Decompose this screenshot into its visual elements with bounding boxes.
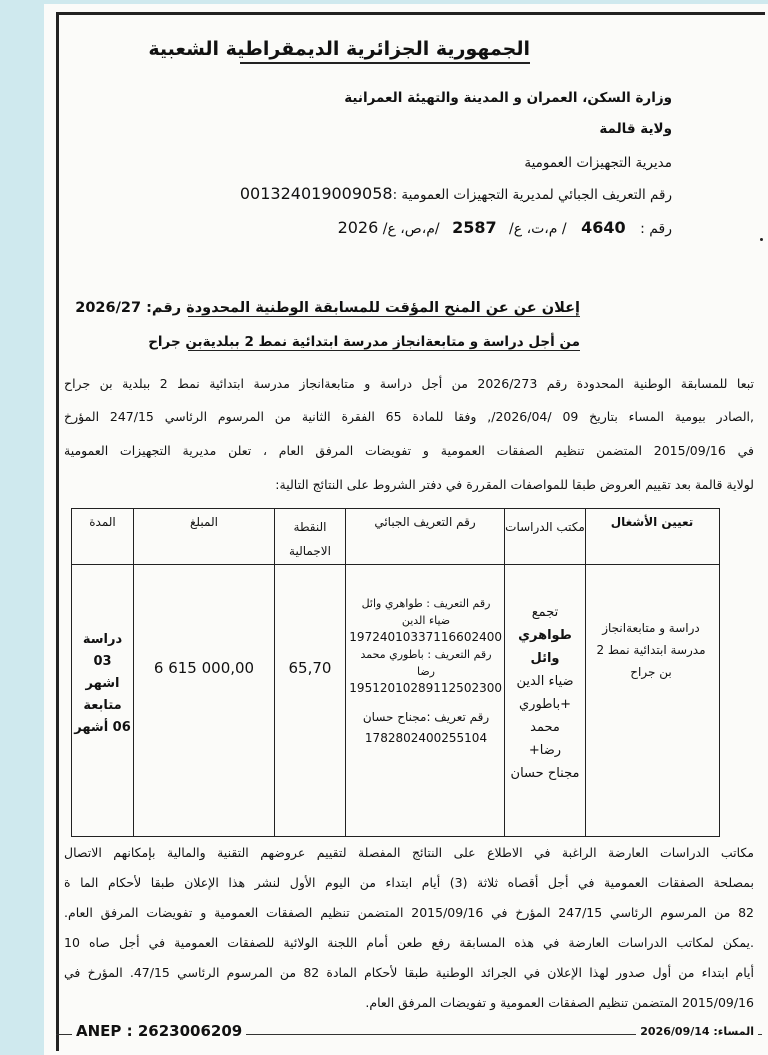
row-fiscal: رقم التعريف : طواهري وائل ضياء الدين 19724010337116602400 رقم التعريف : باطوري محمد رضا 19512010289112502300 رقم تعريف :مجناح حسان 1782802400255104 (349, 597, 502, 745)
intro-line-4: لولاية قالمة بعد تقييم العروض طبقا للمواصفات المقررة في دفتر الشروط على النتائج التالية: (275, 477, 754, 492)
ref-num2: 2587 (452, 218, 497, 237)
ref-sep1: / م،ت، ع/ (509, 221, 567, 237)
fiscal-id-line (0, 184, 672, 203)
ref-num1: 4640 (581, 218, 626, 237)
scan-speck (760, 238, 763, 241)
wilaya-line: ولاية قالمة (599, 121, 672, 137)
reference-line (0, 218, 672, 237)
header-amount: المبلغ (190, 515, 218, 529)
closing-line-5: أيام ابتداء من أول صدور لهذا الإعلان في الجرائد الوطنية طبقا لأحكام المادة 82 من المرسوم الرئاسي 47/15. المؤرخ في (64, 965, 754, 980)
directorate-line: مديرية التجهيزات العمومية (524, 155, 672, 171)
header-fiscal: رقم التعريف الجبائي (374, 515, 476, 529)
header-score: النقطة الاجمالية (289, 520, 331, 558)
row-score: 65,70 (288, 659, 332, 677)
closing-line-2: بمصلحة الصفقات العمومية في أجل أقصاه ثلاثة (3) أيام ابتداء من اليوم الأول لنشر هذا الإعلان طبقا لأحكام الما ة (64, 875, 754, 890)
row-amount: 6 615 000,00 (153, 659, 255, 677)
intro-line-2: ,الصادر بيومية المساء بتاريخ 09 /2026/04/, وفقا للمادة 65 الفقرة الثانية من المرسوم الرئاسي 247/15 المؤرخ (64, 409, 754, 424)
closing-line-1: مكاتب الدراسات العارضة الراغبة في الاطلاع على النتائج المفصلة لتقييم عروضهم التقنية والمالية بإمكانهم الاتصال (64, 845, 754, 860)
fiscal-id-label: رقم التعريف الجبائي لمديرية التجهيزات العمومية : (392, 187, 672, 203)
closing-line-4: .يمكن لمكاتب الدراسات العارضة في هذه المسابقة رفع طعن أمام اللجنة الولائية للصفقات العمومية في أجل صاه 10 (64, 935, 754, 950)
header-works: تعيين الأشغال (610, 515, 694, 529)
publication-date: المساء: 2026/09/14 (636, 1025, 758, 1038)
anep-code: ANEP : 2623006209 (72, 1022, 246, 1040)
closing-line-6: 2015/09/16 المتضمن تنظيم الصفقات العمومية و تفويضات المرفق العام. (365, 995, 754, 1010)
row-duration: دراسة 03 اشهر متابعة 06 أشهر (74, 632, 131, 735)
header-duration: المدة (89, 515, 116, 529)
intro-line-1: تبعا للمسابقة الوطنية المحدودة رقم 2026/273 من أجل دراسة و متابعةانجاز مدرسة ابتدائية نمط 2 ببلدية بن جراح (64, 376, 755, 391)
row-works: دراسة و متابعةانجاز مدرسة ابتدائية نمط 2 بن جراح (596, 621, 706, 679)
header-office: مكتب الدراسات (505, 520, 585, 534)
closing-line-3: 82 من المرسوم الرئاسي 247/15 المؤرخ في 2015/09/16 المتضمن تنظيم الصفقات العمومية و تفويضات المرفق العام. (64, 905, 755, 920)
ref-sep2: /م،ص، ع/ (382, 221, 440, 237)
announcement-subtitle: من أجل دراسة و متابعةانجاز مدرسة ابتدائية نمط 2 ببلديةبن جراح (148, 334, 580, 350)
intro-line-3: في 2015/09/16 المتضمن تنظيم الصفقات العمومية و تفويضات المرفق العام ، تعلن مديرية التجهيزات العمومية (64, 443, 754, 458)
ref-year: 2026 (337, 218, 379, 237)
republic-title: الجمهورية الجزائرية الديمقراطية الشعبية (240, 38, 530, 64)
results-table (71, 508, 720, 837)
announcement-title: إعلان عن عن المنح المؤقت للمسابقة الوطنية المحدودة رقم: 2026/27 (75, 300, 580, 316)
fiscal-id-value: 001324019009058 (239, 184, 393, 203)
row-office: تجمع طواهري وائل ضياء الدين +باطوري محمد رضا+ مجناح حسان (510, 605, 580, 781)
ministry-line: وزارة السكن، العمران و المدينة والتهيئة العمرانية (344, 90, 672, 106)
ref-label: رقم : (640, 221, 672, 237)
